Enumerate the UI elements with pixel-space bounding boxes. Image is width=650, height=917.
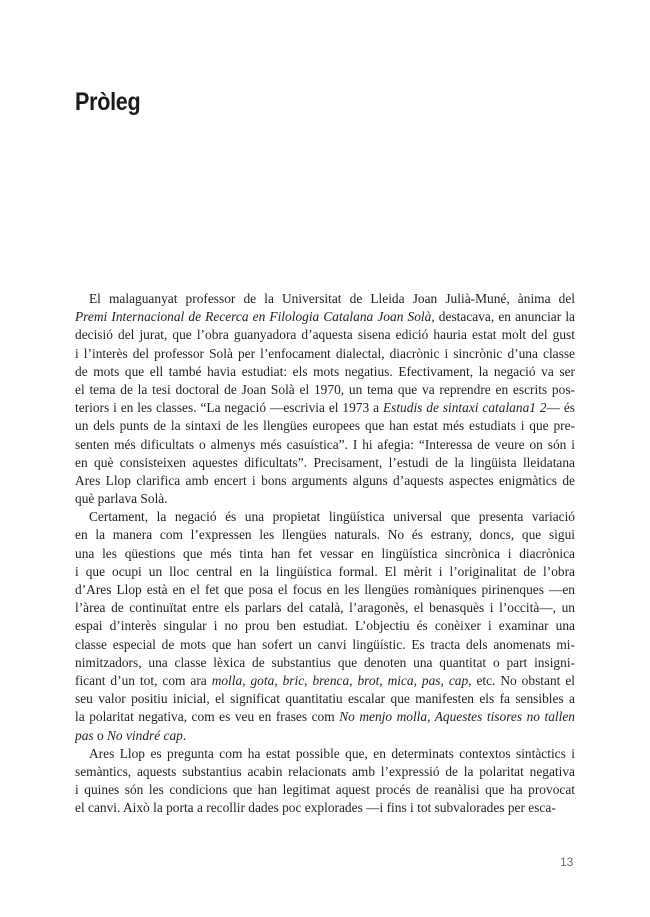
text-line [75,799,575,817]
text-run: seu valor positiu inicial, el significat quantitatiu escalar que manifesten els fa sensibles a [75,691,575,707]
text-line [75,563,575,581]
text-line [75,526,575,544]
text-run: o [93,727,107,743]
page-title: Pròleg [75,88,141,116]
text-line [75,745,575,763]
text-line [75,636,575,654]
text-run: d’Ares Llop està en el fet que posa el focus en les llengües romàniques pirinenques —en [75,582,575,597]
text-run: El malaguanyat professor de la Universitat de Lleida Joan Julià-Muné, ànima del [89,291,575,306]
text-line [75,617,575,635]
italic-run: No vindré cap [107,727,183,743]
text-line [75,472,575,490]
text-line [75,599,575,617]
text-run: decisió del jurat, que l’obra guanyadora d’aquesta sisena edició hauria estat molt del gust [75,327,575,343]
text-line [75,781,575,799]
text-line [75,454,575,472]
text-line [75,326,575,344]
body-text [75,290,575,817]
text-run: en la manera com l’expressen les llengües naturals. No és estrany, doncs, que sigui [75,527,575,543]
text-line [75,763,575,781]
text-run: l’àrea de continuïtat entre els parlars del català, l’aragonès, el benasquès i l’occità—, un [75,600,575,616]
italic-run: Estudis de sintaxi catalana1 2 [382,400,547,416]
paragraph [75,290,575,508]
text-run: Ares Llop es pregunta com ha estat possible que, en determinats contextos sintàctics i [89,745,575,761]
text-run: senten més dificultats o almenys més casuística”. I hi afegia: “Interessa de veure on són i [75,436,575,452]
text-run: — és [546,400,575,416]
text-line [75,345,575,363]
text-line [75,490,575,508]
text-line [75,436,575,454]
text-run: Certament, la negació és una propietat lingüística universal que presenta variació [89,509,575,525]
text-run: espai d’interès singular i no prou ben estudiat. L’objectiu és conèixer i examinar una [75,618,575,634]
text-line [75,381,575,399]
text-line [75,308,575,326]
text-run: ficant d’un tot, com ara [75,672,212,688]
text-run: i quines són les condicions que han legitimat aquest procés de reanàlisi que ha provocat [75,782,575,798]
text-line [75,545,575,563]
paragraph [75,745,575,818]
text-line [75,417,575,435]
text-run: . [182,727,187,743]
text-line [75,581,575,599]
text-line [75,399,575,417]
text-run: Ares Llop clarifica amb encert i bons arguments alguns d’aquests aspectes enigmàtics de [75,472,575,488]
text-line [75,508,575,526]
text-run: la polaritat negativa, com es veu en frases com [75,709,340,725]
text-line [75,672,575,690]
text-line [75,727,575,745]
text-line [75,290,575,308]
text-line [75,708,575,726]
italic-run: No menjo molla, Aquestes tisores no tallen [339,709,575,725]
text-run: , destacava, en anunciar la [431,309,575,325]
text-run: què parlava Solà. [75,491,168,507]
text-line [75,363,575,381]
text-line [75,690,575,708]
text-run: de mots que ell també havia estudiat: els mots negatius. Efectivament, la negació va ser [75,363,575,379]
text-run: i que ocupi un lloc central en la lingüística formal. El mèrit i l’originalitat de l’obra [75,563,575,579]
italic-run: Premi Internacional de Recerca en Filologia Catalana Joan Solà [75,309,432,325]
italic-run: pas [75,727,94,743]
text-run: , etc. No obstant el [468,672,575,688]
italic-run: molla, gota, bric, brenca, brot, mica, pas, cap [211,672,469,688]
paragraph [75,508,575,744]
text-run: una les qüestions que més tinta han fet vessar en lingüística sincrònica i diacrònica [75,545,575,561]
text-run: el canvi. Això la porta a recollir dades poc explorades —i fins i tot subvalorades per esca- [75,800,556,816]
text-run: classe especial de mots que han sofert un canvi lingüístic. Es tracta dels anomenats mi- [75,636,575,652]
page-number: 13 [560,855,574,869]
text-run: un dels punts de la sintaxi de les llengües europees que han estat més estudiats i que pre- [75,418,575,434]
text-run: teriors i en les classes. “La negació —escrivia el 1973 a [75,400,383,416]
text-run: i l’interès del professor Solà per l’enfocament dialectal, diacrònic i sincrònic d’una classe [75,345,575,361]
text-line [75,654,575,672]
text-run: semàntics, aquests substantius acabin relacionats amb l’expressió de la polaritat negativa [75,763,575,779]
text-run: nimitzadors, una classe lèxica de substantius que denoten una quantitat o part insigni- [75,654,575,670]
text-run: el tema de la tesi doctoral de Joan Solà el 1970, un tema que va reprendre en escrits pos- [75,381,575,397]
text-run: en què consisteixen aquestes dificultats”. Precisament, l’estudi de la lingüista lleidatana [75,454,575,470]
